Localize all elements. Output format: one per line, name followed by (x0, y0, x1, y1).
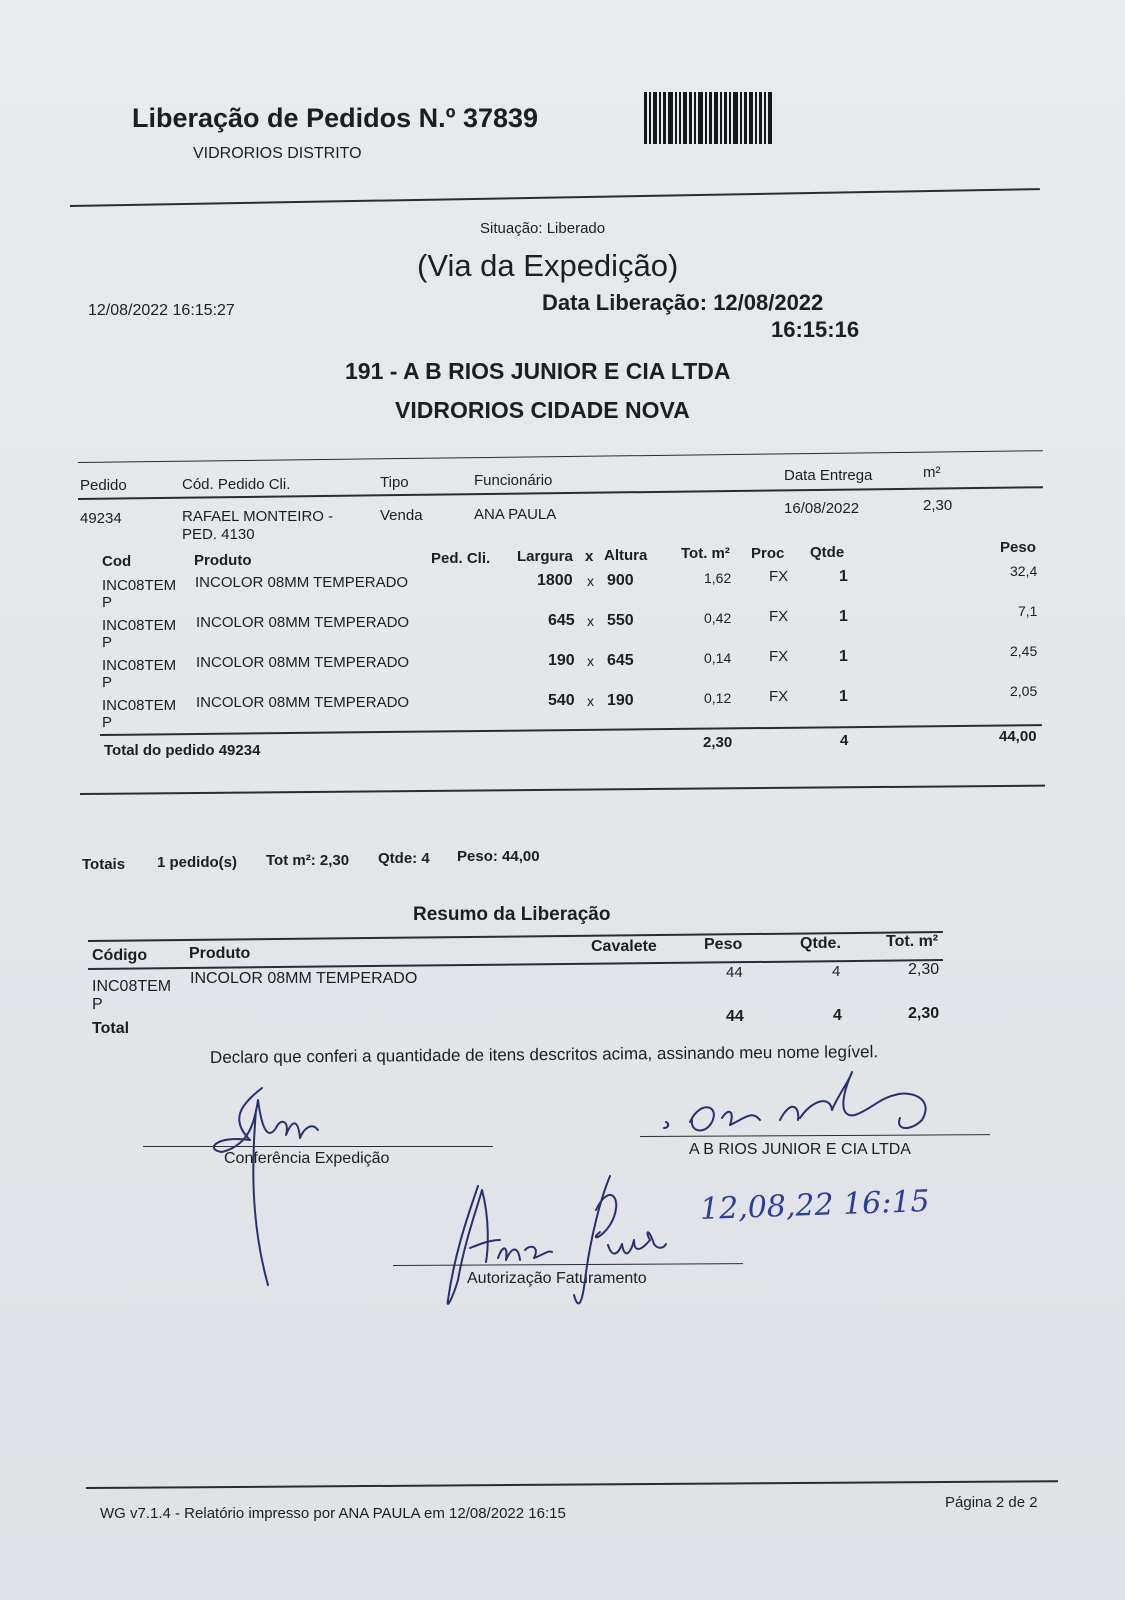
data-liberacao-time: 16:15:16 (771, 317, 860, 342)
col-qtde: Qtde (810, 544, 845, 561)
totais-pedidos: 1 pedido(s) (157, 854, 238, 871)
signature-conferencia-tail (253, 1110, 268, 1285)
document-title: Liberação de Pedidos N.º 37839 (132, 103, 539, 133)
order-total-qtde: 4 (840, 732, 849, 749)
order-total-peso: 44,00 (999, 728, 1037, 745)
item-produto: INCOLOR 08MM TEMPERADO (196, 654, 410, 671)
declaracao: Declaro que conferi a quantidade de itens descritos acima, assinando meu nome legível. (209, 1042, 879, 1067)
resumo-row-peso: 44 (726, 964, 743, 981)
item-proc: FX (769, 648, 789, 665)
cliente-name: 191 - A B RIOS JUNIOR E CIA LTDA (345, 358, 731, 384)
order-total-m2: 2,30 (703, 734, 733, 751)
item-cod-2: P (102, 634, 113, 651)
totais-qtde: Qtde: 4 (378, 850, 430, 867)
handwritten-date: 12,08,22 16:15 (699, 1184, 931, 1227)
item-tot-m2: 0,42 (704, 610, 732, 626)
label-autorizacao: Autorização Faturamento (467, 1270, 647, 1287)
col-peso: Peso (1000, 539, 1036, 556)
item-tot-m2: 1,62 (704, 570, 732, 586)
signature-conferencia (214, 1088, 318, 1152)
col-m2: m² (923, 464, 941, 481)
col-tot-m2: Tot. m² (681, 545, 730, 562)
resumo-col-codigo: Código (92, 947, 148, 964)
signature-line-cliente (640, 1134, 990, 1137)
signature-line-conferencia (143, 1146, 493, 1147)
item-altura: 645 (607, 652, 634, 669)
item-largura: 645 (548, 612, 575, 629)
item-qtde: 1 (839, 568, 848, 585)
item-produto: INCOLOR 08MM TEMPERADO (196, 694, 410, 711)
item-proc: FX (769, 608, 789, 625)
item-tot-m2: 0,12 (704, 690, 732, 706)
item-cod: INC08TEM (102, 577, 177, 594)
item-proc: FX (769, 568, 789, 585)
pedido-number: 49234 (80, 510, 122, 527)
item-cod-2: P (102, 674, 113, 691)
item-cod-2: P (102, 714, 113, 731)
item-qtde: 1 (839, 648, 848, 665)
item-largura: 190 (548, 652, 575, 669)
resumo-row-codigo: INC08TEM (92, 978, 172, 995)
item-largura: 1800 (537, 572, 573, 589)
divider (100, 724, 1042, 736)
resumo-col-qtde: Qtde. (800, 935, 841, 952)
item-tot-m2: 0,14 (704, 650, 732, 666)
item-x: x (587, 693, 594, 709)
col-altura: Altura (604, 547, 648, 564)
order-total-label: Total do pedido 49234 (104, 742, 261, 759)
totais-tot-m2: Tot m²: 2,30 (266, 852, 350, 869)
col-funcionario: Funcionário (474, 472, 553, 489)
resumo-col-peso: Peso (704, 936, 743, 953)
page-number: Página 2 de 2 (945, 1494, 1038, 1511)
divider (78, 450, 1043, 463)
cliente-loja: VIDRORIOS CIDADE NOVA (395, 397, 690, 423)
signature-cliente (664, 1072, 926, 1130)
item-peso: 7,1 (1018, 603, 1038, 619)
totais-label: Totais (82, 856, 126, 873)
item-altura: 190 (607, 692, 634, 709)
resumo-total-label: Total (92, 1020, 130, 1037)
resumo-total-tot-m2: 2,30 (908, 1005, 940, 1022)
divider (86, 1480, 1058, 1489)
col-cod: Cod (102, 553, 132, 570)
item-produto: INCOLOR 08MM TEMPERADO (196, 614, 410, 631)
footer-print-info: WG v7.1.4 - Relatório impresso por ANA PAULA em 12/08/2022 16:15 (100, 1505, 566, 1522)
funcionario: ANA PAULA (474, 506, 557, 523)
item-x: x (587, 653, 594, 669)
item-cod: INC08TEM (102, 697, 177, 714)
resumo-col-tot-m2: Tot. m² (886, 933, 939, 950)
cod-pedido-cli: RAFAEL MONTEIRO - (182, 508, 334, 525)
resumo-col-cavalete: Cavalete (591, 938, 657, 955)
item-produto: INCOLOR 08MM TEMPERADO (195, 574, 409, 591)
barcode (644, 92, 814, 144)
label-cliente: A B RIOS JUNIOR E CIA LTDA (689, 1141, 911, 1158)
label-conferencia: Conferência Expedição (224, 1150, 390, 1167)
item-qtde: 1 (839, 688, 848, 705)
item-cod: INC08TEM (102, 657, 177, 674)
item-peso: 2,45 (1010, 643, 1038, 659)
divider (80, 785, 1045, 795)
cod-pedido-cli-2: PED. 4130 (182, 526, 255, 543)
m2: 2,30 (923, 497, 953, 514)
item-cod-2: P (102, 594, 113, 611)
situacao: Situação: Liberado (480, 220, 606, 237)
col-data-entrega: Data Entrega (784, 467, 873, 484)
col-x: x (585, 548, 594, 565)
col-pedido: Pedido (80, 477, 127, 494)
resumo-row-codigo-2: P (92, 996, 103, 1013)
item-largura: 540 (548, 692, 575, 709)
totais-peso: Peso: 44,00 (457, 848, 540, 865)
col-proc: Proc (751, 545, 785, 562)
via: (Via da Expedição) (417, 248, 679, 283)
resumo-title: Resumo da Liberação (413, 904, 611, 925)
divider (70, 188, 1040, 207)
item-peso: 32,4 (1010, 563, 1038, 579)
resumo-total-peso: 44 (726, 1008, 744, 1025)
item-proc: FX (769, 688, 789, 705)
item-peso: 2,05 (1010, 683, 1038, 699)
item-x: x (587, 613, 594, 629)
item-altura: 900 (607, 572, 634, 589)
col-ped-cli: Ped. Cli. (431, 550, 491, 567)
col-largura: Largura (517, 548, 573, 565)
print-datetime: 12/08/2022 16:15:27 (88, 302, 235, 319)
data-liberacao: Data Liberação: 12/08/2022 (542, 290, 824, 315)
item-x: x (587, 573, 594, 589)
data-entrega: 16/08/2022 (784, 500, 860, 517)
col-tipo: Tipo (380, 474, 409, 491)
item-altura: 550 (607, 612, 634, 629)
resumo-col-produto: Produto (189, 945, 251, 962)
resumo-row-qtde: 4 (832, 963, 841, 980)
document-subtitle: VIDRORIOS DISTRITO (193, 145, 362, 162)
tipo: Venda (380, 507, 423, 524)
signature-line-autorizacao (393, 1263, 743, 1266)
resumo-total-qtde: 4 (833, 1007, 842, 1024)
item-cod: INC08TEM (102, 617, 177, 634)
col-cod-pedido-cli: Cód. Pedido Cli. (182, 476, 291, 493)
resumo-row-tot-m2: 2,30 (908, 961, 940, 978)
item-qtde: 1 (839, 608, 848, 625)
resumo-row-produto: INCOLOR 08MM TEMPERADO (190, 970, 418, 987)
col-produto: Produto (194, 552, 252, 569)
